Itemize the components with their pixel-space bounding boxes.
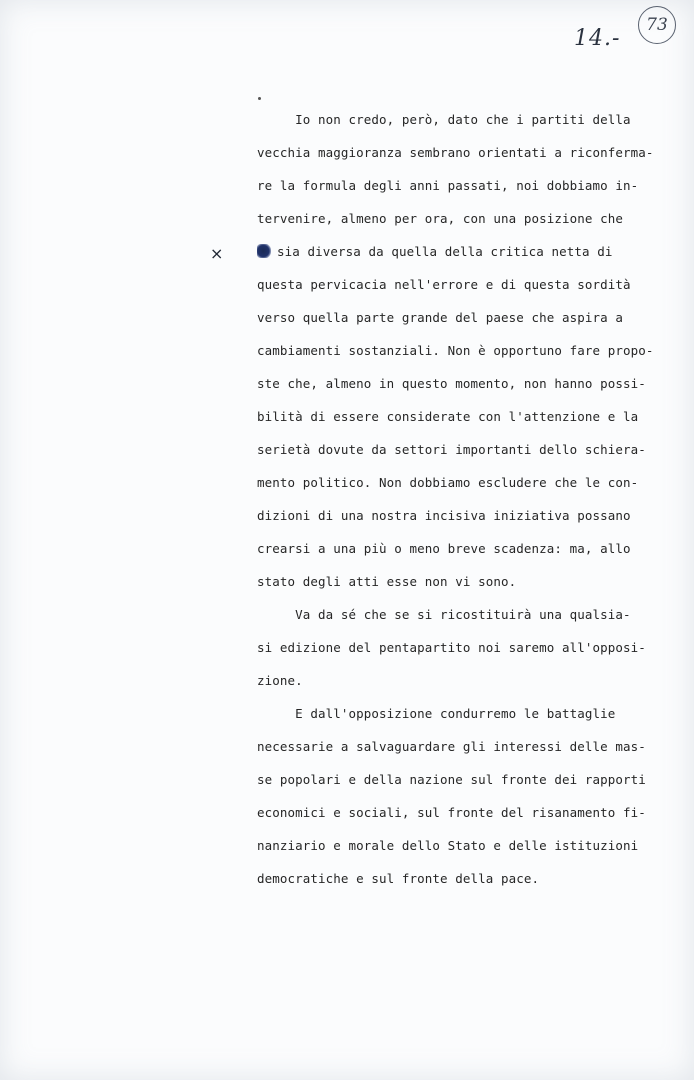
archive-stamp: 73	[638, 6, 676, 44]
text-line: stato degli atti esse non vi sono.	[257, 574, 517, 589]
text-line: crearsi a una più o meno breve scadenza: ma, allo	[257, 541, 631, 556]
page-number: 14.-	[574, 26, 621, 51]
margin-mark: ×	[210, 244, 224, 263]
text-line: dizioni di una nostra incisiva iniziativa possano	[257, 508, 631, 523]
text-line: E dall'opposizione condurremo le battaglie	[257, 706, 616, 721]
text-line: tervenire, almeno per ora, con una posizione che	[257, 211, 624, 226]
text-line-content: sia diversa da quella della critica netta di	[277, 244, 613, 259]
text-line: bilità di essere considerate con l'attenzione e la	[257, 409, 639, 424]
text-line: necessarie a salvaguardare gli interessi delle mas-	[257, 739, 646, 754]
text-line: vecchia maggioranza sembrano orientati a riconferma-	[257, 145, 654, 160]
text-line: ste che, almeno in questo momento, non hanno possi-	[257, 376, 646, 391]
text-line: Io non credo, però, dato che i partiti della	[257, 112, 631, 127]
text-line: economici e sociali, sul fronte del risanamento fi-	[257, 805, 646, 820]
text-line: re la formula degli anni passati, noi dobbiamo in-	[257, 178, 639, 193]
text-line: mento politico. Non dobbiamo escludere che le con-	[257, 475, 639, 490]
ink-blot	[257, 244, 271, 258]
text-line: democratiche e sul fronte della pace.	[257, 871, 540, 886]
text-line: cambiamenti sostanziali. Non è opportuno fare propo-	[257, 343, 654, 358]
stray-dot	[258, 97, 261, 100]
text-line: Va da sé che se si ricostituirà una qualsia-	[257, 607, 631, 622]
text-line: questa pervicacia nell'errore e di questa sordità	[257, 277, 631, 292]
text-line: serietà dovute da settori importanti dello schiera-	[257, 442, 646, 457]
text-line: se popolari e della nazione sul fronte dei rapporti	[257, 772, 646, 787]
text-line: nanziario e morale dello Stato e delle istituzioni	[257, 838, 639, 853]
text-line: zione.	[257, 673, 303, 688]
text-line-with-blot	[257, 244, 613, 259]
text-line: verso quella parte grande del paese che aspira a	[257, 310, 624, 325]
text-line: si edizione del pentapartito noi saremo all'opposi-	[257, 640, 646, 655]
